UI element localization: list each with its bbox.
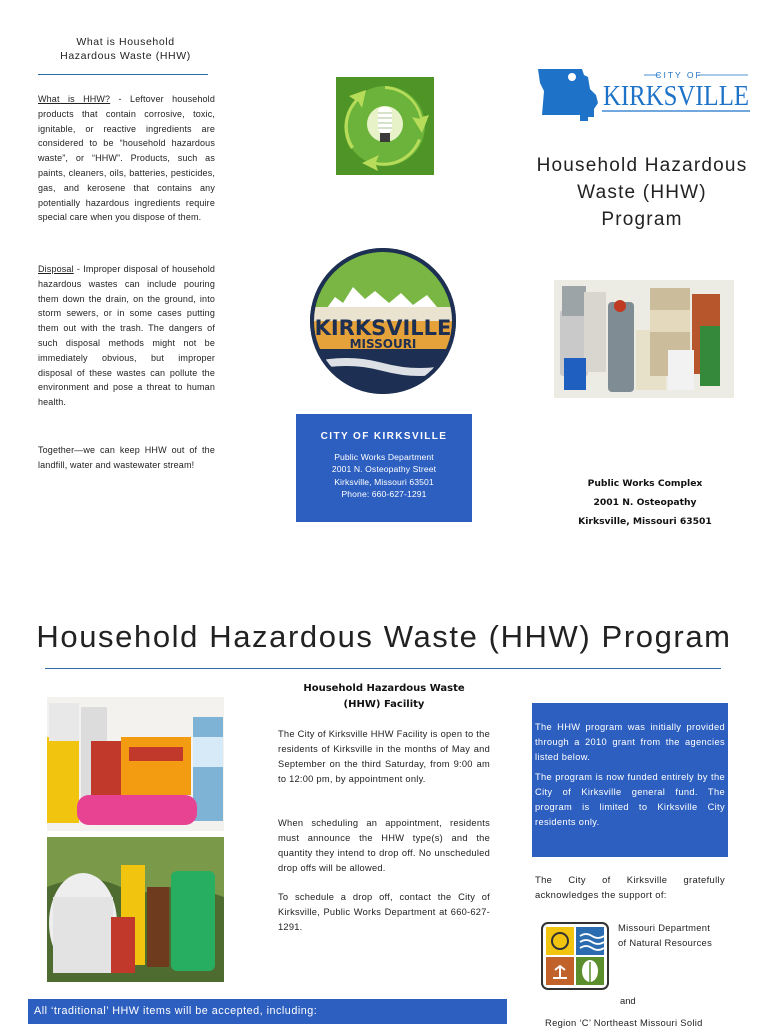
program-title-line-1: Household Hazardous <box>536 155 748 176</box>
page-title: Household Hazardous Waste (HHW) Program <box>36 619 732 654</box>
contact-paragraph: To schedule a drop off, contact the City of Kirksville, Public Works Department at 660-627-1291. <box>278 892 490 932</box>
city-of-kirksville-logo <box>536 65 754 123</box>
city-contact-box <box>296 414 472 522</box>
seal-top-text: KIRKSVILLE <box>314 316 452 340</box>
chemical-containers-photo <box>554 280 734 398</box>
hhw-definition-heading <box>38 35 213 63</box>
logo-city-of: CITY OF <box>655 70 703 80</box>
recycle-arrows-icon <box>336 77 434 175</box>
facility-heading-line-1: Household Hazardous Waste <box>303 683 465 694</box>
what-is-hhw-paragraph <box>38 92 215 225</box>
heading-line-1: What is Household <box>76 36 175 48</box>
funding-paragraph: The program is now funded entirely by the City of Kirksville general fund. The program is limited to Kirksville City residents only. <box>535 772 725 827</box>
and-text: and <box>620 995 636 1006</box>
public-works-address <box>570 474 720 531</box>
recycle-lightbulb-image <box>336 77 434 175</box>
together-paragraph: Together—we can keep HHW out of the landfill, water and wastewater stream! <box>38 445 215 470</box>
funding-info-box <box>532 703 728 857</box>
heading-line-2: Hazardous Waste (HHW) <box>60 50 191 62</box>
missouri-state-icon <box>538 69 598 121</box>
disposal-label: Disposal <box>38 264 74 274</box>
dnr-line-1: Missouri Department <box>618 922 711 933</box>
scheduling-paragraph: When scheduling an appointment, residents must announce the HHW type(s) and the quantity they intend to drop off. No unscheduled drop offs will be allowed. <box>278 818 490 873</box>
garden-chemicals-photo <box>47 837 224 982</box>
facility-hours-paragraph: The City of Kirksville HHW Facility is open to the residents of Kirksville in the months of May and September on the third Saturday, from 9:00 am to 12:00 pm, by appointment only. <box>278 729 490 784</box>
dnr-line-2: of Natural Resources <box>618 937 713 948</box>
dnr-name <box>618 920 730 950</box>
facility-heading <box>278 681 490 713</box>
contact-phone: Phone: 660-627-1291 <box>341 489 427 500</box>
accepted-items-bar: All ‘traditional’ HHW items will be accepted, including: <box>28 999 507 1024</box>
grant-paragraph: The HHW program was initially provided through a 2010 grant from the agencies listed below. <box>535 722 725 762</box>
disposal-text: - Improper disposal of household hazardous wastes can include pouring them down the drain, on the ground, into storm sewers, or in some cases putting them out with the trash. The dangers of such disposal methods might not be immediately obvious, but improper disposal of these wastes can pollute the environment and pose a threat to human health. <box>38 264 215 408</box>
contact-title: CITY OF KIRKSVILLE <box>320 431 448 442</box>
facility-heading-line-2: (HHW) Facility <box>343 699 425 710</box>
contact-city: Kirksville, Missouri 63501 <box>334 476 434 487</box>
program-title-line-3: Program <box>601 209 683 230</box>
acknowledgement-text: The City of Kirksville gratefully acknowledges the support of: <box>535 874 725 900</box>
pw-line-1: Public Works Complex <box>587 478 703 489</box>
pw-line-2: 2001 N. Osteopathy <box>593 497 697 508</box>
heading-divider <box>38 74 208 75</box>
what-is-hhw-label: What is HHW? <box>38 94 111 104</box>
disposal-paragraph <box>38 262 215 410</box>
pw-line-3: Kirksville, Missouri 63501 <box>578 516 712 527</box>
program-title <box>528 152 756 233</box>
dnr-logo <box>541 922 609 990</box>
seal-bottom-text: MISSOURI <box>349 337 417 351</box>
cleaning-products-photo <box>47 697 224 831</box>
program-title-line-2: Waste (HHW) <box>577 182 707 203</box>
region-c-text: Region ‘C’ Northeast Missouri Solid <box>545 1017 703 1028</box>
kirksville-missouri-seal <box>309 247 457 395</box>
logo-name: KIRKSVILLE <box>603 80 749 112</box>
title-divider <box>45 668 721 669</box>
contact-street: 2001 N. Osteopathy Street <box>331 464 437 475</box>
what-is-hhw-text: - Leftover household products that contain corrosive, toxic, ignitable, or reactive ingredients are considered to be “household hazardous waste”, or “HHW”. Products, such as paints, cleaners, oils, batteries, pesticides, gas, and kerosene that contains any potentially hazardous ingredients require special care when you dispose of them. <box>38 94 215 223</box>
contact-dept: Public Works Department <box>334 452 434 462</box>
